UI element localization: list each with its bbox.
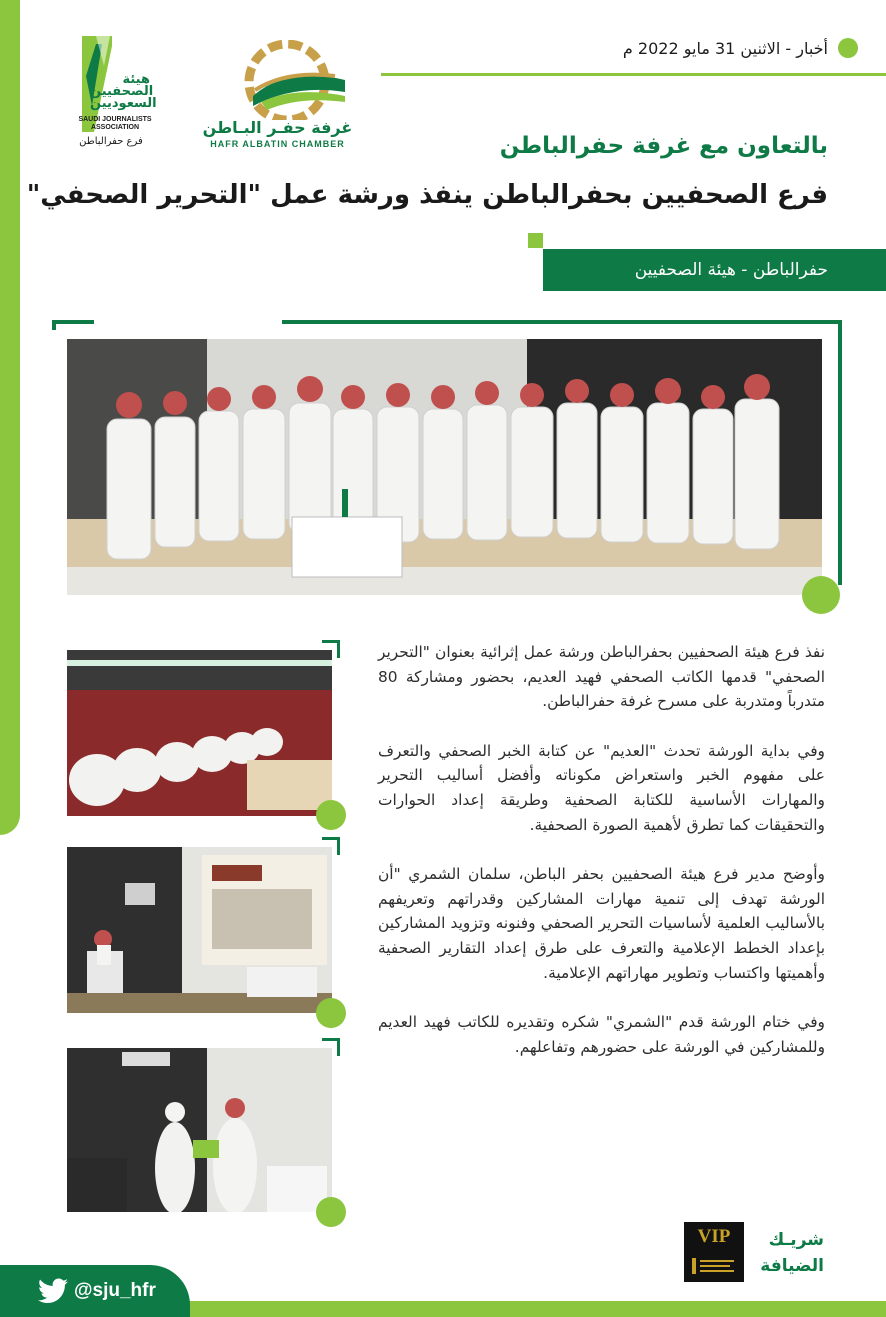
sja-arabic-name: هيئة الصحفيين السعوديين: [90, 72, 157, 111]
headline: فرع الصحفيين بحفرالباطن ينفذ ورشة عمل "التحرير الصحفي": [26, 180, 828, 210]
audience-photo-image: [67, 650, 332, 816]
sponsor-label-line2: الضيافة: [760, 1256, 824, 1276]
vip-logo-text: VIP: [697, 1226, 731, 1247]
sponsor-label-line1: شريـك: [768, 1230, 824, 1250]
social-handle-badge[interactable]: [0, 1265, 190, 1317]
twitter-icon: [38, 1278, 68, 1304]
bottom-accent-bar: [180, 1301, 886, 1317]
byline-accent: [528, 233, 543, 248]
group-photo-image: [67, 339, 822, 595]
chamber-arabic-name: غرفة حفـر البـاطن: [202, 118, 353, 137]
sja-english-name: SAUDI JOURNALISTS ASSOCIATION: [78, 116, 152, 131]
vip-sponsor-logo: [684, 1222, 744, 1282]
side-photo-3: [67, 1048, 332, 1212]
sponsor-label: [744, 1227, 824, 1279]
group-photo: [67, 339, 822, 595]
award-photo-image: [67, 1048, 332, 1212]
social-handle-text: @sju_hfr: [74, 1280, 156, 1301]
date-divider: [381, 73, 886, 76]
article-paragraph: وفي ختام الورشة قدم "الشمري" شكره وتقديره للكاتب فهيد العديم وللمشاركين في الورشة على حضورهم وتفاعلهم.: [378, 1013, 825, 1056]
vip-logo-emblem: [688, 1256, 740, 1276]
date-row: [623, 38, 858, 58]
sja-logo: [62, 36, 162, 152]
article-paragraph: نفذ فرع هيئة الصحفيين بحفرالباطن ورشة عمل إثرائية بعنوان "التحرير الصحفي" قدمها الكاتب الصحفي فهيد العديم، بحضور ومشاركة 80 متدرباً ومتدربة على مسرح غرفة حفرالباطن.: [378, 643, 825, 711]
presenter-photo-image: [67, 847, 332, 1013]
side-photo-1: [67, 650, 332, 816]
article-paragraph: وأوضح مدير فرع هيئة الصحفيين بحفر الباطن، سلمان الشمري "أن الورشة تهدف إلى تنمية مهارات المشاركين وقدراتهم وتعريفهم بالأساليب العلمية لأساسيات التحرير الصحفي وفنونه وتزويد المشاركين بإعداد الخطط الإعلامية والتعرف على طرق إعداد التقارير الصحفية وأهميتها واكتساب وتطوير مهاراتهم الإعلامية.: [378, 865, 825, 982]
main-photo-frame-left: [52, 320, 94, 330]
kicker-title: بالتعاون مع غرفة حفرالباطن: [499, 133, 828, 159]
side-photo-3-dot: [316, 1197, 346, 1227]
byline-bar: [543, 249, 886, 291]
chamber-emblem: [195, 40, 385, 120]
article-paragraph: وفي بداية الورشة تحدث "العديم" عن كتابة الخبر الصحفي والتعرف على مفهوم الخبر واستعراض مكوناته وأفضل أساليب التحرير والمهارات الأساسية للكتابة الصحفية وطريقة إعداد الحوارات والتحقيقات كما تطرق لأهمية الصورة الصحفية.: [378, 741, 825, 834]
main-photo-dot: [802, 576, 840, 614]
chamber-logo: [195, 40, 385, 155]
sja-branch-name: فرع حفرالباطن: [79, 136, 143, 147]
byline-text: حفرالباطن - هيئة الصحفيين: [634, 260, 828, 280]
chamber-english-name: HAFR ALBATIN CHAMBER: [210, 139, 345, 149]
side-photo-1-dot: [316, 800, 346, 830]
side-photo-2: [67, 847, 332, 1013]
date-bullet: [838, 38, 858, 58]
left-accent-bar: [0, 0, 20, 835]
article-body: [378, 640, 825, 1084]
date-text: أخبار - الاثنين 31 مايو 2022 م: [622, 38, 828, 58]
side-photo-2-dot: [316, 998, 346, 1028]
